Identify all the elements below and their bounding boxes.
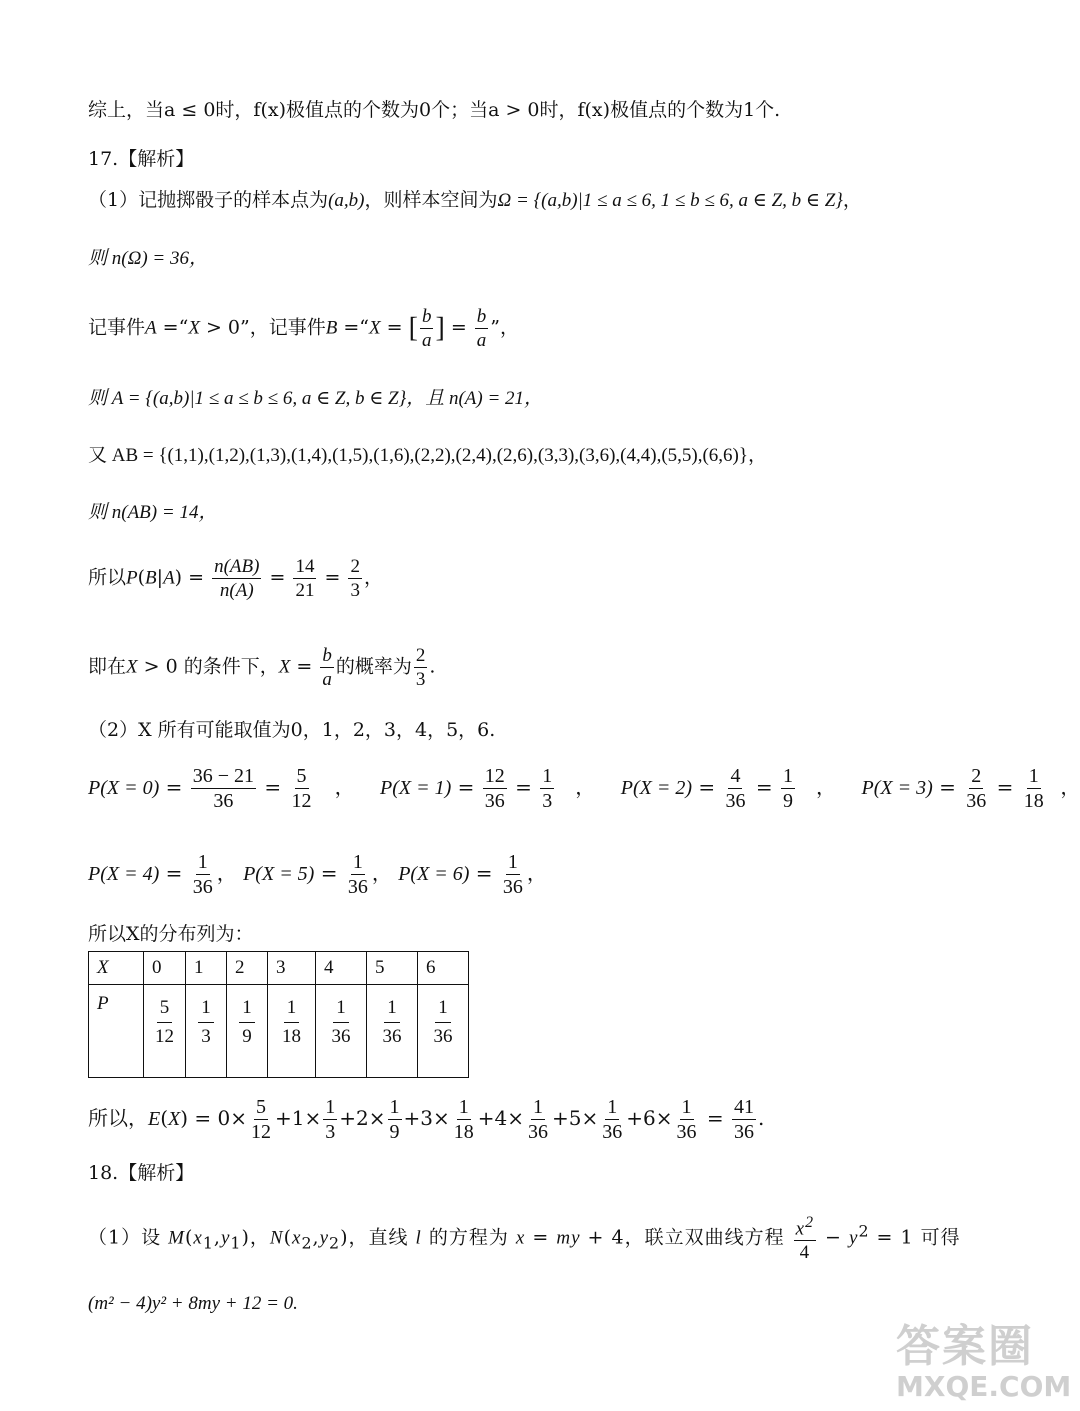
table-cell: 5 12 <box>144 985 186 1078</box>
omega-set: Ω = {(a,b)|1 ≤ a ≤ 6, 1 ≤ b ≤ 6, a ∈ Z, b ∈ Z} <box>497 190 843 211</box>
p-x5-lhs: P(X = 5) <box>243 863 315 885</box>
table-cell: 4 <box>316 952 367 985</box>
p-x2-res-den: 9 <box>782 790 793 812</box>
q17-sample-space-label: ，则样本空间为 <box>364 189 498 211</box>
p-x0-den: 36 <box>213 790 234 812</box>
q17-events-line: 记事件A =“X > 0”，记事件B =“X = [ $\frac{b}{a}$ ] = $\frac{b}{a}$ ”， <box>88 306 520 351</box>
table-cell: 0 <box>144 952 186 985</box>
p-x0-lhs: P(X = 0) <box>88 777 160 799</box>
table-cell: 1 3 <box>186 985 227 1078</box>
q17-heading <box>88 150 194 169</box>
q17-sample-point-label: （1）记抛掷骰子的样本点为 <box>88 189 329 211</box>
header-label-x: X <box>89 952 144 985</box>
table-cell: 3 <box>268 952 316 985</box>
p-x5-den: 36 <box>347 876 368 898</box>
p-x3-res-den: 18 <box>1023 790 1044 812</box>
p-x6-lhs: P(X = 6) <box>398 863 470 885</box>
conclusion-prefix: 即在 <box>88 655 127 678</box>
conditional-prefix: 所以 <box>88 566 127 589</box>
dist-caption <box>88 925 254 944</box>
p-x0-res-num: 5 <box>296 765 307 787</box>
table-cell: 1 36 <box>367 985 418 1078</box>
table-cell: 6 <box>418 952 469 985</box>
p-x2-res-num: 1 <box>782 765 793 787</box>
p-x2-den: 36 <box>725 790 746 812</box>
q18-equation <box>88 1294 298 1313</box>
p-x4-num: 1 <box>197 851 208 873</box>
expectation-prefix: 所以， <box>88 1106 148 1130</box>
q17-heading-text: 17.【解析】 <box>88 148 195 170</box>
q17-part2 <box>88 721 495 740</box>
n-omega-text: 则 n(Ω) = 36， <box>88 248 208 269</box>
q17-conclusion: 即在X > 0 的条件下，X = $\frac{b}{a}$ 的概率为 $\frac{2}{3}$ . <box>88 645 436 690</box>
p-x5-num: 1 <box>352 851 363 873</box>
p-x1-num: 12 <box>484 765 505 787</box>
p-x6-num: 1 <box>507 851 518 873</box>
table-row-values <box>89 952 469 985</box>
p-x1-den: 36 <box>484 790 505 812</box>
p-x0-res-den: 12 <box>291 790 312 812</box>
p-x3-lhs: P(X = 3) <box>861 777 933 799</box>
table-cell: 1 18 <box>268 985 316 1078</box>
table-cell: 1 9 <box>227 985 268 1078</box>
p-x0-num: 36 − 21 <box>192 765 255 787</box>
p-x3-res-num: 1 <box>1028 765 1039 787</box>
table-cell: 2 <box>227 952 268 985</box>
p-x4-lhs: P(X = 4) <box>88 863 160 885</box>
q17-conditional-prob: 所以P(B|A) = $\frac{n(AB)}{n(A)}$ = $\frac{14}{21}$ = $\frac{2}{3}$ ， <box>88 556 383 601</box>
p-x2-num: 4 <box>730 765 741 787</box>
table-cell: 1 <box>186 952 227 985</box>
watermark-bottom-text: MXQE.COM <box>896 1370 1072 1403</box>
p-x2-lhs: P(X = 2) <box>620 777 692 799</box>
sample-point-pair: (a,b) <box>328 190 365 211</box>
q18-heading-text: 18.【解析】 <box>88 1162 195 1184</box>
q17-n-omega <box>88 249 208 268</box>
q17-A-set <box>88 389 543 408</box>
summary-text: 综上，当a ≤ 0时，f(x)极值点的个数为0个；当a > 0时，f(x)极值点的个数为1个. <box>88 99 781 121</box>
p-x1-lhs: P(X = 1) <box>380 777 452 799</box>
summary-line <box>88 101 780 120</box>
p-x1-res-den: 3 <box>542 790 553 812</box>
q17-AB-set <box>88 446 767 465</box>
AB-set-text: 又 AB = {(1,1),(1,2),(1,3),(1,4),(1,5),(1,6),(2,2),(2,4),(2,6),(3,3),(3,6),(4,4),(5,5),(6,6)}， <box>88 445 768 466</box>
p-x3-den: 36 <box>966 790 987 812</box>
table-cell: 1 36 <box>316 985 367 1078</box>
expectation-line: 所以，E(X) = 0× $\frac{5}{12}$ +1× $\frac{1}{3}$ +2× $\frac{1}{9}$ +3× $\frac{1}{18}$ +4× $\frac{1}{36}$ +5× $\frac{1}{36}$ +6× $\frac{1}{36}$ = $\frac{41}{36}$ . <box>88 1096 765 1143</box>
p-x3-num: 2 <box>971 765 982 787</box>
watermark-logo <box>896 1310 1076 1406</box>
prob-row-2: P(X = 4) = $\frac{1}{36}$ ， P(X = 5) = $\frac{1}{36}$ ， P(X = 6) = $\frac{1}{36}$ ， <box>88 851 547 898</box>
q17-sample-space-line: （1）记抛掷骰子的样本点为(a,b)，则样本空间为Ω = {(a,b)|1 ≤ a ≤ 6, 1 ≤ b ≤ 6, a ∈ Z, b ∈ Z}， <box>88 189 862 211</box>
n-AB-text: 则 n(AB) = 14， <box>88 502 218 523</box>
p-x1-res-num: 1 <box>542 765 553 787</box>
table-cell: 1 36 <box>418 985 469 1078</box>
q18-heading <box>88 1164 194 1183</box>
p-x4-den: 36 <box>192 876 213 898</box>
q18-equation-text: (m² − 4)y² + 8my + 12 = 0. <box>88 1293 298 1314</box>
q18-part1: （1）设 $M(x_1,y_1)$，$N(x_2,y_2)$，直线 l 的方程为 x = my + 4，联立双曲线方程 $\frac{x^2}{4}$ − $y^2 = 1$ 可得 <box>88 1214 961 1264</box>
table-row-probs <box>89 985 469 1078</box>
A-set-text: 则 A = {(a,b)|1 ≤ a ≤ b ≤ 6, a ∈ Z, b ∈ Z}，且 n(A) = 21， <box>88 388 544 409</box>
part2-text: （2）X 所有可能取值为0，1，2，3，4，5，6. <box>88 719 496 741</box>
watermark-top-text: 答案圈 <box>896 1321 1034 1372</box>
dist-caption-text: 所以X的分布列为： <box>88 923 254 945</box>
prob-row-1: P(X = 0) = $\frac{36 - 21}{36}$ = $\frac{5}{12}$ ， P(X = 1) = $\frac{12}{36}$ = $\frac{1}{3}$ ， P(X = 2) = $\frac{4}{36}$ = $\frac{1}{9}$ ， P(X = 3) = $\frac{2}{36}$ = $\frac{1}{18}$ ， <box>88 765 1080 812</box>
distribution-table <box>88 951 469 1078</box>
p-x6-den: 36 <box>502 876 523 898</box>
table-cell: 5 <box>367 952 418 985</box>
q17-n-AB <box>88 503 217 522</box>
header-label-p: P <box>89 985 144 1078</box>
